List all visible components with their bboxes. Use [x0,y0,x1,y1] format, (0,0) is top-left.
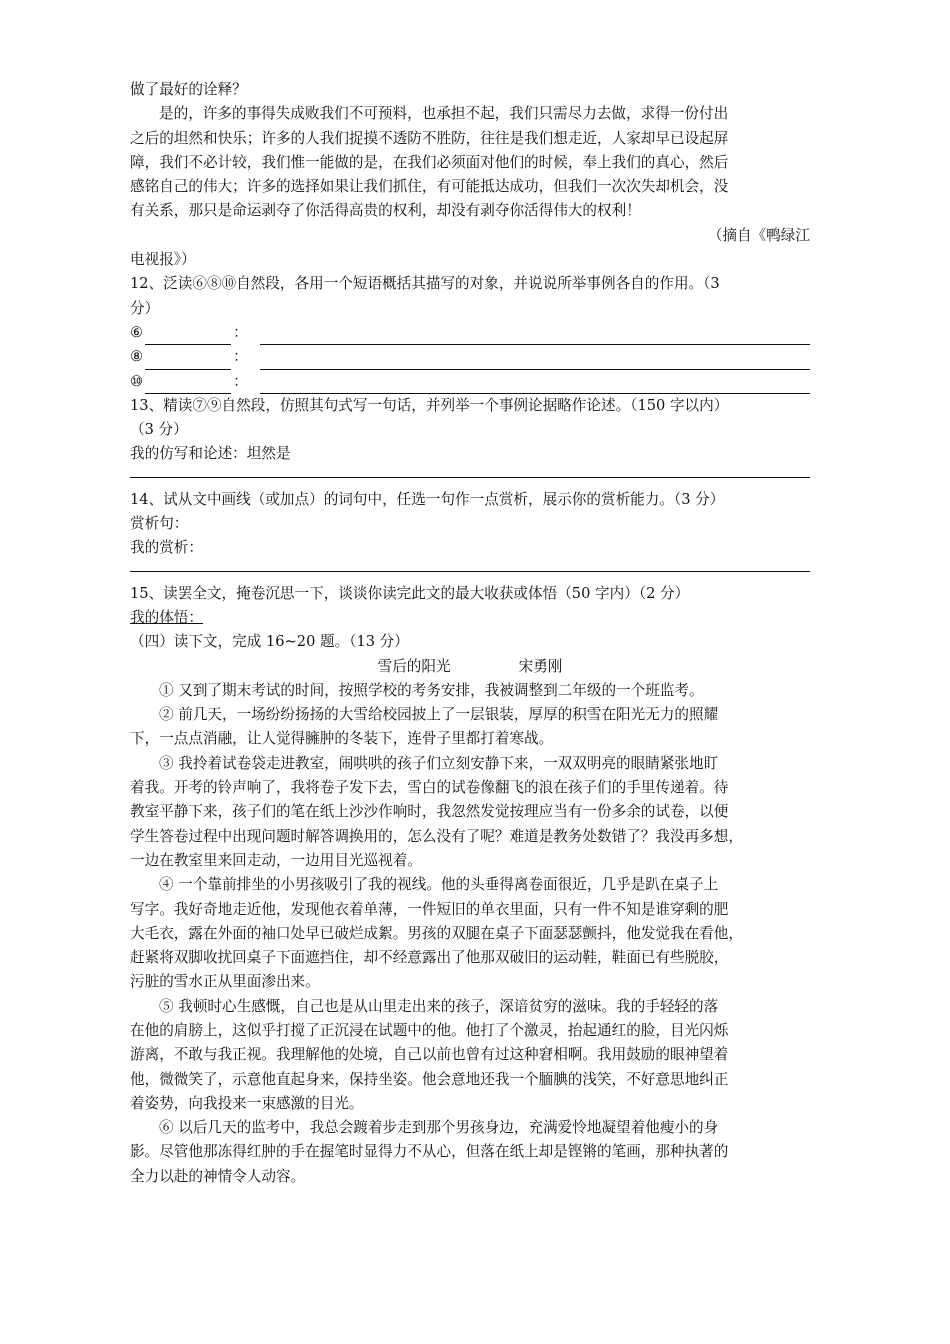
story-line: 全力以赴的神情令人动容。 [130,1167,306,1185]
passage-line: 是的，许多的事得失成败我们不可预料，也承担不起，我们只需尽力去做，求得一份付出 [159,105,729,123]
story-line: 下，一点点消融，让人觉得臃肿的冬装下，连骨子里都打着寒战。 [130,730,554,748]
passage-line: 之后的坦然和快乐；许多的人我们捉摸不透防不胜防，往往是我们想走近，人家却早已设起屏 [130,129,729,147]
paragraph-number: ⑥ [130,323,144,341]
question-12: 12、泛读⑥⑧⑩自然段，各用一个短语概括其描写的对象，并说说所举事例各自的作用。（3 [130,275,720,293]
colon: ： [233,323,248,341]
answer-line[interactable] [130,571,810,572]
source-citation: 电视报》） [130,251,196,269]
passage-line: 有关系，那只是命运剥夺了你活得高贵的权利，却没有剥夺你活得伟大的权利！ [130,202,641,220]
question-13: 13、精读⑦⑨自然段，仿照其句式写一句话，并列举一个事例论据略作论述。（150 字以内） [130,396,729,414]
story-line: 他，微微笑了，示意他直起身来，保持坐姿。他会意地还我一个腼腆的浅笑，不好意思地纠正 [130,1070,729,1088]
long-answer-blank[interactable] [260,377,810,394]
passage-line: 障，我们不必计较，我们惟一能做的是，在我们必须面对他们的时候，奉上我们的真心，然后 [130,153,729,171]
question-14: 14、试从文中画线（或加点）的词句中，任选一句作一点赏析，展示你的赏析能力。（3 分） [130,490,725,508]
question-12-answer-blanks [130,321,810,394]
answer-blank-row [130,345,810,369]
question-12-cont: 分） [130,299,160,317]
section-4-heading: （四）读下文，完成 16~20 题。（13 分） [130,633,409,651]
story-title-line [130,655,810,679]
short-answer-blank[interactable] [145,353,231,370]
story-line: ⑤ 我顿时心生感慨，自己也是从山里走出来的孩子，深谙贫穷的滋味。我的手轻轻的落 [159,997,719,1015]
story-line: 污脏的雪水正从里面渗出来。 [130,973,320,991]
answer-blank-row [130,321,810,345]
colon: ： [233,372,248,390]
paragraph-number: ⑩ [130,372,144,390]
story-line: 赶紧将双脚收扰回桌子下面遮挡住，却不经意露出了他那双破旧的运动鞋，鞋面已有些脱胶， [130,949,729,967]
story-line: 影。尽管他那冻得红肿的手在握笔时显得力不从心，但落在纸上却是铿锵的笔画，那种执著的 [130,1143,729,1161]
passage-line: 感铭自己的伟大；许多的选择如果让我们抓住，有可能抵达成功，但我们一次次失却机会，没 [130,178,729,196]
long-answer-blank[interactable] [260,353,810,370]
story-line: 在他的肩膀上，这似乎打搅了正沉浸在试题中的他。他打了个激灵，抬起通红的脸，目光闪烁 [130,1021,729,1039]
story-line: 游离，不敢与我正视。我理解他的处境，自己以前也曾有过这种窘相啊。我用鼓励的眼神望着 [130,1046,729,1064]
story-body [130,679,810,1189]
question-13-prompt: 我的仿写和论述：坦然是 [130,445,291,463]
question-14-sentence-label: 赏析句： [130,515,189,533]
colon: ： [233,348,248,366]
question-13-cont: （3 分） [130,421,188,439]
short-answer-blank[interactable] [145,377,231,394]
exam-page [130,78,810,1189]
story-line: ④ 一个靠前排坐的小男孩吸引了我的视线。他的头垂得离卷面很近，几乎是趴在桌子上 [159,876,719,894]
story-title: 雪后的阳光 [377,657,451,675]
answer-blank-row [130,370,810,394]
passage-line: 做了最好的诠释？ [130,81,247,98]
story-line: 大毛衣，露在外面的袖口处早已破烂成絮。男孩的双腿在桌子下面瑟瑟颤抖，他发觉我在看他， [130,924,743,942]
story-author: 宋勇刚 [518,657,563,675]
story-line: ① 又到了期末考试的时间，按照学校的考务安排，我被调整到二年级的一个班监考。 [159,681,704,699]
story-line: 一边在教室里来回走动，一边用目光巡视着。 [130,851,422,869]
question-14-appreciation-label: 我的赏析： [130,539,203,557]
answer-line[interactable] [130,477,810,478]
source-citation: （摘自《鸭绿江 [707,226,810,244]
long-answer-blank[interactable] [260,328,810,345]
story-line: 教室平静下来，孩子们的笔在纸上沙沙作响时，我忽然发觉按理应当有一份多余的试卷，以便 [130,803,729,821]
story-line: 学生答卷过程中出现问题时解答调换用的，怎么没有了呢？难道是教务处数错了？我没再多想， [130,827,743,845]
short-answer-blank[interactable] [145,328,231,345]
story-line: 着我。开考的铃声响了，我将卷子发下去，雪白的试卷像翻飞的浪在孩子们的手里传递着。待 [130,779,729,797]
paragraph-number: ⑧ [130,348,144,366]
question-15-prompt: 我的体悟： [130,608,203,626]
story-line: 着姿势，向我投来一束感激的目光。 [130,1094,364,1112]
question-15: 15、读罢全文，掩卷沉思一下，谈谈你读完此文的最大收获或体悟（50 字内）（2 分） [130,584,690,602]
story-line: ② 前几天，一场纷纷扬扬的大雪给校园披上了一层银装，厚厚的积雪在阳光无力的照耀 [159,706,719,724]
story-line: ⑥ 以后几天的监考中，我总会踱着步走到那个男孩身边，充满爱怜地凝望着他瘦小的身 [159,1119,719,1137]
story-line: 写字。我好奇地走近他，发现他衣着单薄，一件短旧的单衣里面，只有一件不知是谁穿剩的肥 [130,900,729,918]
story-line: ③ 我拎着试卷袋走进教室，闹哄哄的孩子们立刻安静下来，一双双明亮的眼睛紧张地盯 [159,754,719,772]
